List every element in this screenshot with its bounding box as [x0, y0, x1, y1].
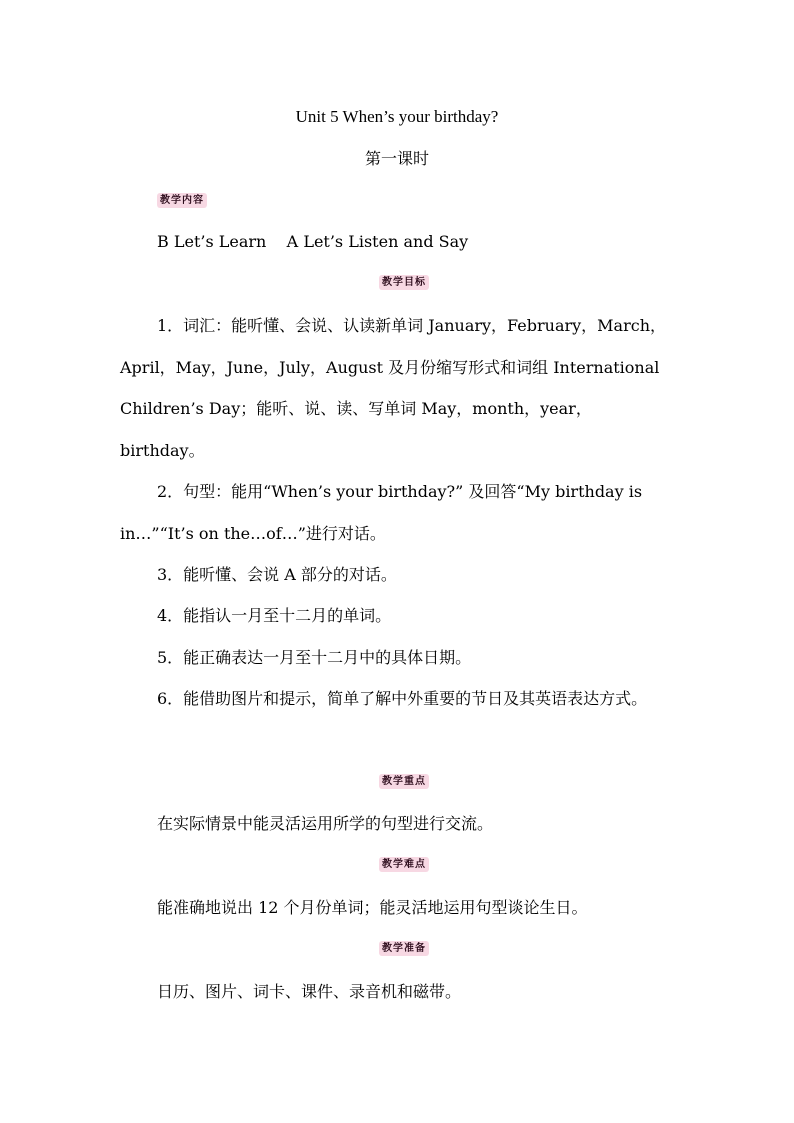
goal-item-1: 1．词汇：能听懂、会说、认读新单词 January，February，March，April，May，June，July，August 及月份缩写形式和词组 International Children’s Day；能听、说、读、写单词 May，month，year，birthday。 — [120, 316, 667, 460]
goal-item-4: 4．能指认一月至十二月的单词。 — [157, 606, 392, 625]
goal-item-3: 3．能听懂、会说 A 部分的对话。 — [157, 565, 397, 584]
section-heading-goals: 教学目标 — [379, 275, 429, 290]
section-heading-preparation: 教学准备 — [379, 941, 429, 956]
goal-item-6: 6．能借助图片和提示，简单了解中外重要的节日及其英语表达方式。 — [157, 689, 648, 708]
goal-item-5: 5．能正确表达一月至十二月中的具体日期。 — [157, 648, 472, 667]
preparation-text: 日历、图片、词卡、课件、录音机和磁带。 — [157, 982, 462, 1001]
key-points-text: 在实际情景中能灵活运用所学的句型进行交流。 — [157, 814, 494, 833]
section-heading-key-points: 教学重点 — [379, 774, 429, 789]
lesson-subtitle: 第一课时 — [364, 149, 429, 168]
document-title: Unit 5 When’s your birthday? — [295, 107, 499, 126]
section-heading-content: 教学内容 — [157, 193, 207, 208]
content-text: B Let’s Learn A Let’s Listen and Say — [157, 232, 469, 251]
goal-item-2: 2．句型：能用“When’s your birthday?” 及回答“My birthday is in…”“It’s on the…of…”进行对话。 — [120, 482, 643, 543]
section-heading-difficulties: 教学难点 — [379, 857, 429, 872]
difficulties-text: 能准确地说出 12 个月份单词；能灵活地运用句型谈论生日。 — [157, 898, 588, 917]
